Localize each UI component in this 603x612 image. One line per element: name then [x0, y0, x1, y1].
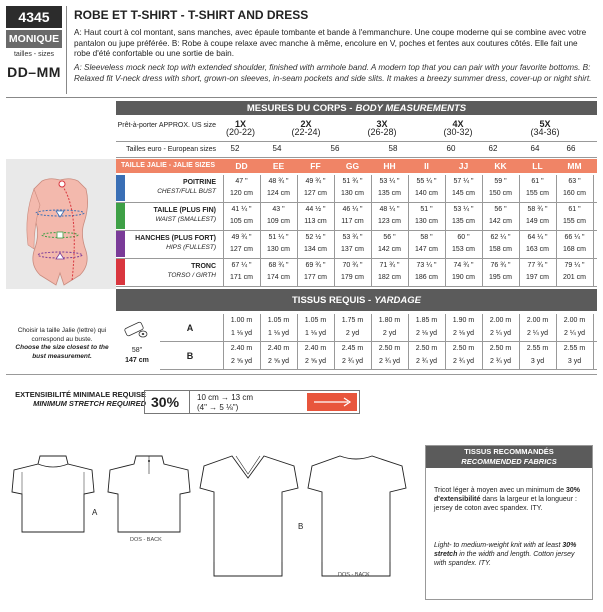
table-bottom-rule	[6, 374, 597, 375]
yardage-m: 2.55 m	[563, 345, 586, 352]
yardage-row-rule	[160, 341, 597, 342]
yardage-column-rule	[556, 314, 557, 370]
shoulder-marker	[59, 181, 65, 187]
jalie-size-cell: KK	[494, 161, 507, 171]
yardage-m: 2.50 m	[452, 345, 475, 352]
yardage-yd: 1 ⅛ yd	[267, 330, 289, 337]
measurement-cm: 168 cm	[563, 246, 586, 253]
column-rule	[334, 175, 335, 287]
column-rule	[519, 175, 520, 287]
measurement-in: 69 ¾ "	[305, 262, 326, 269]
measurement-cm: 186 cm	[415, 274, 438, 281]
euro-size-cell: 58	[388, 144, 398, 153]
yardage-yd: 2 ¼ yd	[489, 330, 511, 337]
stretch-label-fr: EXTENSIBILITÉ MINIMALE REQUISE	[15, 390, 146, 399]
euro-size-cell: 54	[272, 144, 282, 153]
stretch-arrow-icon	[307, 393, 357, 411]
measurement-in: 51 "	[420, 206, 433, 213]
euro-size-label: Tailles euro - European sizes	[126, 146, 216, 153]
measurement-in: 51 ¼ "	[268, 234, 289, 241]
yardage-column-rule	[297, 314, 298, 370]
column-rule	[482, 175, 483, 287]
yardage-m: 2.40 m	[304, 345, 327, 352]
measurement-cm: 197 cm	[526, 274, 549, 281]
rtw-size-cell: 4X (30-32)	[443, 119, 473, 137]
measurement-cm: 155 cm	[563, 218, 586, 225]
measurement-in: 60 "	[457, 234, 470, 241]
jalie-size-cell: GG	[345, 161, 360, 171]
yardage-m: 2.40 m	[267, 345, 290, 352]
measurement-cm: 195 cm	[489, 274, 512, 281]
measurement-in: 52 ½ "	[305, 234, 326, 241]
jalie-size-cell: EE	[272, 161, 285, 171]
recommended-text-fr: Tricot léger à moyen avec un minimum de 30% d'extensibilité dans la largeur et la longueur : jersey de coton avec spandex. ITY.	[434, 487, 581, 512]
measurement-label: TAILLE (PLUS FIN) WAIST (SMALLEST)	[153, 207, 216, 223]
measurement-cm: 147 cm	[415, 246, 438, 253]
measurement-cm: 123 cm	[378, 218, 401, 225]
rtw-size-cell: 1X (20-22)	[225, 119, 255, 137]
yardage-column-rule	[445, 314, 446, 370]
yardage-yd: 2 yd	[382, 330, 397, 337]
measurement-in: 41 ¼ "	[231, 206, 252, 213]
jalie-size-label: TAILLE JALIE - JALIE SIZES	[121, 162, 215, 169]
jalie-size-cell: DD	[235, 161, 248, 171]
measurement-in: 74 ¾ "	[453, 262, 474, 269]
measurement-in: 47 "	[235, 178, 248, 185]
measurement-in: 56 "	[494, 206, 507, 213]
yardage-m: 2.45 m	[341, 345, 364, 352]
row-rule	[116, 202, 597, 203]
waist-marker-icon	[57, 232, 63, 238]
column-rule	[556, 175, 557, 287]
measurement-in: 67 ¼ "	[231, 262, 252, 269]
measurement-cm: 174 cm	[267, 274, 290, 281]
fabric-width-in: 58"	[131, 347, 143, 354]
measurement-cm: 127 cm	[230, 246, 253, 253]
view-a-back-sketch	[104, 452, 194, 537]
measurement-in: 58 ¾ "	[527, 206, 548, 213]
view-a-back-caption: DOS - BACK	[130, 537, 162, 543]
measurement-in: 53 ¾ "	[342, 234, 363, 241]
column-rule	[260, 175, 261, 287]
yardage-m: 2.50 m	[415, 345, 438, 352]
measurement-in: 56 "	[383, 234, 396, 241]
euro-size-cell: 66	[566, 144, 576, 153]
pattern-title: ROBE ET T-SHIRT - T-SHIRT AND DRESS	[74, 8, 309, 22]
euro-row-rule	[116, 157, 597, 158]
euro-size-cell: 56	[330, 144, 340, 153]
measurement-in: 51 ¾ "	[342, 178, 363, 185]
model-name: MONIQUE	[6, 30, 62, 48]
column-rule	[593, 175, 594, 287]
measurement-in: 55 ¼ "	[416, 178, 437, 185]
yardage-m: 2.00 m	[526, 317, 549, 324]
yardage-m: 2.50 m	[378, 345, 401, 352]
measurement-cm: 117 cm	[341, 218, 364, 225]
row-color-marker	[116, 175, 125, 201]
yardage-m: 1.85 m	[415, 317, 438, 324]
measurements-header-bar: MESURES DU CORPS - BODY MEASUREMENTS	[116, 101, 597, 115]
euro-size-cell: 62	[488, 144, 498, 153]
euro-size-cell: 64	[530, 144, 540, 153]
yardage-yd: 3 yd	[567, 358, 582, 365]
measurement-cm: 160 cm	[563, 190, 586, 197]
view-letter: B	[186, 351, 194, 361]
yardage-yd: 2 ⅛ yd	[452, 330, 474, 337]
stretch-percent: 30%	[151, 394, 180, 410]
measurement-cm: 153 cm	[452, 246, 475, 253]
measurement-in: 70 ¾ "	[342, 262, 363, 269]
measurement-in: 76 ¾ "	[490, 262, 511, 269]
choose-size-note: Choisir la taille Jalie (lettre) qui correspond au buste. Choose the size closest to the bust measurement.	[15, 327, 109, 360]
measurement-in: 59 "	[494, 178, 507, 185]
measurement-in: 61 "	[531, 178, 544, 185]
measurement-cm: 124 cm	[267, 190, 290, 197]
measurement-cm: 179 cm	[341, 274, 364, 281]
measurement-in: 57 ¼ "	[453, 178, 474, 185]
row-rule	[116, 286, 597, 287]
yardage-m: 1.05 m	[267, 317, 290, 324]
row-color-marker	[116, 203, 125, 229]
measurement-in: 61 "	[568, 206, 581, 213]
jalie-size-cell: MM	[567, 161, 582, 171]
yardage-yd: 2 ⅝ yd	[230, 358, 252, 365]
fabric-roll-icon	[123, 320, 151, 342]
description-fr: A: Haut court à col montant, sans manches, avec épaule tombante et bande à l'emmanchure. Une coupe moderne qui se combine avec votre pantalon ou jupe préférée. B: Robe à coupe relaxe avec manche à même, encolure en V, poches et fentes aux coutures côtés. Elle fait une robe d'été confortable ou une sortie de bain.	[74, 28, 587, 58]
yardage-yd: 1 ⅛ yd	[230, 330, 252, 337]
stretch-divider	[189, 391, 190, 413]
yardage-yd: 2 ¾ yd	[415, 358, 437, 365]
column-rule	[223, 175, 224, 287]
header-divider	[66, 6, 67, 94]
yardage-m: 2.50 m	[489, 345, 512, 352]
measurement-cm: 163 cm	[526, 246, 549, 253]
yardage-m: 1.90 m	[452, 317, 475, 324]
view-letter: A	[186, 323, 194, 333]
measurement-cm: 113 cm	[304, 218, 327, 225]
measurement-cm: 135 cm	[452, 218, 475, 225]
pattern-number: 4345	[6, 6, 62, 28]
measurement-cm: 130 cm	[341, 190, 364, 197]
measurement-in: 79 ¼ "	[564, 262, 585, 269]
measurement-cm: 201 cm	[563, 274, 586, 281]
view-b-front-sketch	[198, 452, 300, 582]
row-color-marker	[116, 231, 125, 257]
yardage-column-rule	[519, 314, 520, 370]
view-b-back-caption: DOS - BACK	[338, 572, 370, 578]
yardage-yd: 3 yd	[530, 358, 545, 365]
yardage-row-rule	[160, 369, 597, 370]
yardage-yd: 2 ¼ yd	[563, 330, 585, 337]
row-color-marker	[116, 259, 125, 285]
row-rule	[116, 258, 597, 259]
measurement-in: 49 ¾ "	[305, 178, 326, 185]
column-rule	[297, 175, 298, 287]
measurement-label: HANCHES (PLUS FORT) HIPS (FULLEST)	[135, 235, 216, 251]
column-rule	[445, 175, 446, 287]
yardage-column-rule	[408, 314, 409, 370]
yardage-column-rule	[223, 314, 224, 370]
rtw-size-cell: 5X (34-36)	[530, 119, 560, 137]
measurement-cm: 158 cm	[489, 246, 512, 253]
measurement-cm: 134 cm	[304, 246, 327, 253]
yardage-column-rule	[334, 314, 335, 370]
measurement-cm: 142 cm	[489, 218, 512, 225]
measurement-cm: 190 cm	[452, 274, 475, 281]
jalie-size-cell: II	[424, 161, 429, 171]
measurement-in: 68 ¾ "	[268, 262, 289, 269]
stretch-label-en: MINIMUM STRETCH REQUIRED	[33, 399, 146, 408]
header-rule	[6, 97, 597, 98]
pattern-header	[6, 6, 597, 94]
yardage-column-rule	[482, 314, 483, 370]
stretch-values	[197, 393, 253, 412]
stretch-label	[6, 390, 146, 408]
measurement-cm: 150 cm	[489, 190, 512, 197]
recommended-header-fr: TISSUS RECOMMANDÉS	[464, 447, 554, 456]
recommended-header	[426, 446, 592, 468]
yardage-m: 2.55 m	[526, 345, 549, 352]
view-b-label: B	[298, 522, 304, 531]
yardage-m: 2.00 m	[563, 317, 586, 324]
yardage-yd: 2 ¼ yd	[526, 330, 548, 337]
yardage-yd: 2 ¾ yd	[341, 358, 363, 365]
measurement-label: POITRINE CHEST/FULL BUST	[157, 179, 216, 195]
measurement-cm: 155 cm	[526, 190, 549, 197]
pattern-id-block	[6, 6, 62, 94]
measurement-in: 58 "	[420, 234, 433, 241]
jalie-size-cell: FF	[310, 161, 321, 171]
jalie-size-cell: LL	[532, 161, 543, 171]
measurement-cm: 105 cm	[230, 218, 253, 225]
measurement-in: 53 ¼ "	[379, 178, 400, 185]
recommended-fabrics-panel	[425, 445, 593, 600]
yardage-yd: 2 ⅝ yd	[267, 358, 289, 365]
yardage-m: 2.40 m	[230, 345, 253, 352]
rtw-size-cell: 2X (22-24)	[291, 119, 321, 137]
measurement-cm: 142 cm	[378, 246, 401, 253]
measurement-in: 53 ¼ "	[453, 206, 474, 213]
yardage-yd: 1 ⅛ yd	[304, 330, 326, 337]
column-rule	[408, 175, 409, 287]
yardage-column-rule	[593, 314, 594, 370]
yardage-header-bar: TISSUS REQUIS - YARDAGE	[116, 289, 597, 311]
measurement-cm: 137 cm	[341, 246, 364, 253]
rtw-size-cell: 3X (26-28)	[367, 119, 397, 137]
jalie-size-cell: JJ	[458, 161, 469, 171]
yardage-m: 2.00 m	[489, 317, 512, 324]
measurement-in: 77 ¾ "	[527, 262, 548, 269]
size-range: DD–MM	[7, 64, 61, 80]
yardage-yd: 2 ⅝ yd	[304, 358, 326, 365]
description-en: A: Sleeveless mock neck top with extended shoulder, finished with armhole band. A modern top that you can pair with your favorite bottoms. B: Relaxed fit V-neck dress with short, grown-on sleeves, in-seam pockets and side slits. It makes a breezy summer dress, cover-up or night shirt.	[74, 63, 592, 83]
measurement-in: 46 ¼ "	[342, 206, 363, 213]
view-b-back-sketch	[306, 452, 408, 582]
stretch-inches: (4" → 5 ⅛")	[197, 402, 239, 412]
recommended-text-en: Light- to medium-weight knit with at least 30% stretch in the width and length. Cotton jersey with spandex. ITY.	[434, 542, 577, 567]
measurement-in: 48 ¾ "	[268, 178, 289, 185]
body-figure-illustration	[20, 175, 102, 287]
measurement-label: TRONC TORSO / GIRTH	[167, 263, 216, 279]
yardage-yd: 2 ¾ yd	[489, 358, 511, 365]
yardage-yd: 2 ⅛ yd	[415, 330, 437, 337]
yardage-column-rule	[260, 314, 261, 370]
measurement-in: 48 ¼ "	[379, 206, 400, 213]
yardage-m: 1.00 m	[230, 317, 253, 324]
yardage-yd: 2 ¾ yd	[452, 358, 474, 365]
row-rule	[116, 230, 597, 231]
rtw-row-rule	[116, 141, 597, 142]
measurement-cm: 130 cm	[267, 246, 290, 253]
measurement-cm: 109 cm	[267, 218, 290, 225]
measurement-cm: 177 cm	[304, 274, 327, 281]
measurement-cm: 135 cm	[378, 190, 401, 197]
measurement-in: 63 "	[568, 178, 581, 185]
measurement-cm: 145 cm	[452, 190, 475, 197]
yardage-m: 1.05 m	[304, 317, 327, 324]
yardage-m: 1.75 m	[341, 317, 364, 324]
measurement-cm: 171 cm	[230, 274, 253, 281]
measurement-in: 62 ¼ "	[490, 234, 511, 241]
fabric-width-cm: 147 cm	[125, 357, 149, 364]
measurement-in: 71 ¾ "	[379, 262, 400, 269]
measurement-cm: 140 cm	[415, 190, 438, 197]
yardage-column-rule	[371, 314, 372, 370]
rtw-size-label: Prêt-à-porter APPROX. US size	[117, 122, 216, 129]
measurement-in: 43 "	[272, 206, 285, 213]
yardage-yd: 2 ¾ yd	[378, 358, 400, 365]
measurement-in: 49 ¾ "	[231, 234, 252, 241]
yardage-yd: 2 yd	[345, 330, 360, 337]
measurement-cm: 149 cm	[526, 218, 549, 225]
measurement-cm: 130 cm	[415, 218, 438, 225]
measurement-in: 44 ½ "	[305, 206, 326, 213]
measurement-in: 64 ¼ "	[527, 234, 548, 241]
measurement-cm: 127 cm	[304, 190, 327, 197]
stretch-gauge	[144, 390, 360, 414]
stretch-cm: 10 cm → 13 cm	[197, 393, 254, 402]
view-a-label: A	[92, 508, 98, 517]
measurement-in: 73 ¼ "	[416, 262, 437, 269]
recommended-header-en: RECOMMENDED FABRICS	[461, 457, 557, 466]
measurement-cm: 120 cm	[230, 190, 253, 197]
yardage-m: 1.80 m	[378, 317, 401, 324]
view-a-front-sketch	[8, 452, 98, 537]
euro-size-cell: 60	[446, 144, 456, 153]
measurement-cm: 182 cm	[378, 274, 401, 281]
sizes-label: tailles - sizes	[13, 51, 55, 58]
euro-size-cell: 52	[230, 144, 240, 153]
measurement-in: 66 ¼ "	[564, 234, 585, 241]
jalie-size-cell: HH	[383, 161, 396, 171]
column-rule	[371, 175, 372, 287]
